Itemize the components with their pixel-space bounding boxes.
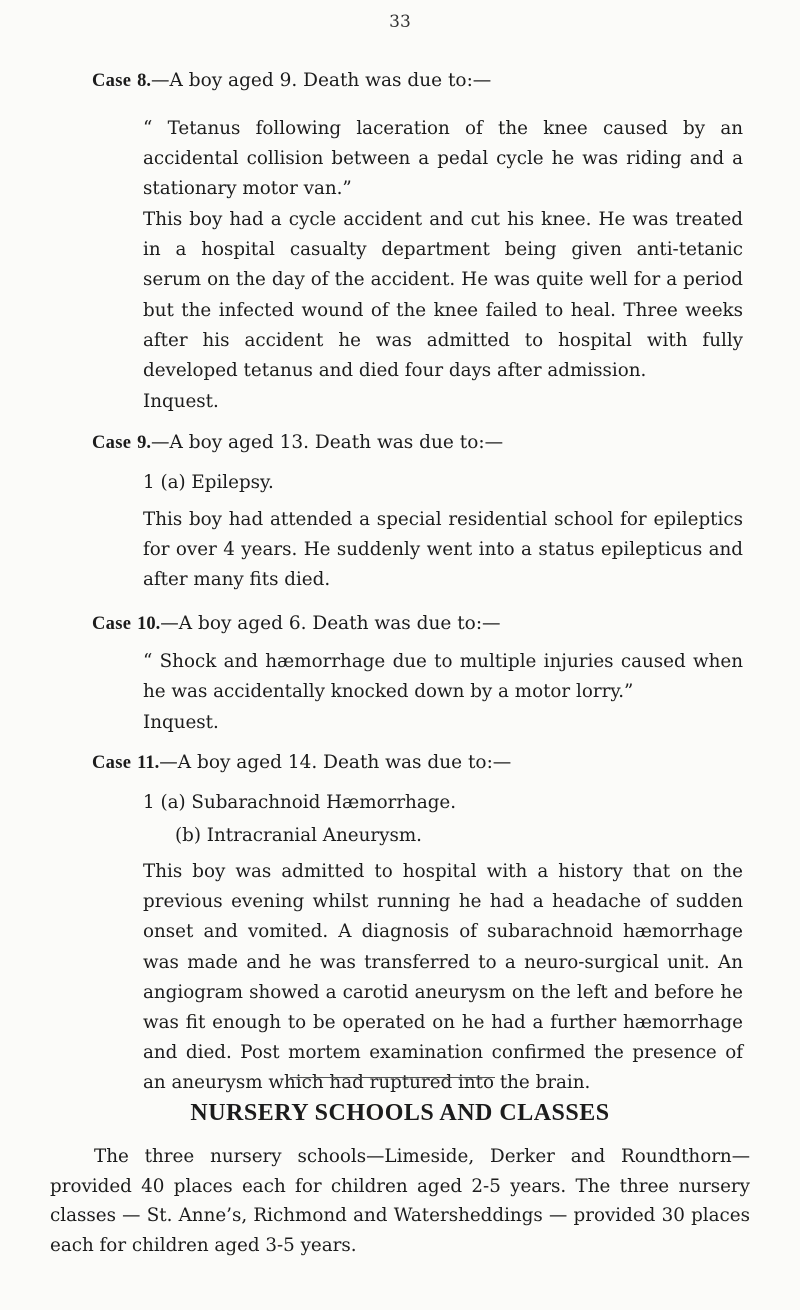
- case-9-cause-a: 1 (a) Epilepsy.: [143, 472, 274, 493]
- case-intro: —A boy aged 13. Death was due to:—: [151, 432, 504, 453]
- case-9-narrative: This boy had attended a special residential school for epileptics for over 4 years. He suddenly went into a status epilepticus and after many fits died.: [143, 509, 743, 591]
- case-label: Case: [92, 71, 132, 91]
- case-11-heading: [92, 752, 511, 774]
- case-8-cause: “ Tetanus following laceration of the knee caused by an accidental collision between a pedal cycle he was riding and a stationary motor van.”: [143, 118, 743, 200]
- case-8-outcome: Inquest.: [143, 391, 219, 412]
- case-intro: —A boy aged 14. Death was due to:—: [159, 752, 512, 773]
- case-number: 10.: [137, 614, 161, 634]
- case-label: Case: [92, 614, 132, 634]
- case-label: Case: [92, 753, 132, 773]
- case-8-heading: [92, 70, 491, 92]
- case-label: Case: [92, 433, 132, 453]
- case-11-cause-a: 1 (a) Subarachnoid Hæmorrhage.: [143, 792, 457, 813]
- case-8-narrative: This boy had a cycle accident and cut his knee. He was treated in a hospital casualty department being given anti-tetanic serum on the day of the accident. He was quite well for a period but the infected wound of the knee failed to heal. Three weeks after his accident he was admitted to hospital with fully developed tetanus and died four days after admission.: [143, 209, 743, 382]
- section-title: NURSERY SCHOOLS AND CLASSES: [190, 1100, 610, 1126]
- case-number: 8.: [137, 71, 151, 91]
- case-intro: —A boy aged 6. Death was due to:—: [160, 613, 501, 634]
- case-11-cause-b: (b) Intracranial Aneurysm.: [175, 825, 422, 846]
- case-number: 11.: [137, 753, 160, 773]
- section-divider: [290, 1077, 495, 1078]
- case-11-narrative: This boy was admitted to hospital with a history that on the previous evening whilst running he had a headache of sudden onset and vomited. A diagnosis of subarachnoid hæmorrhage was made and he was transferred to a neuro-surgical unit. An angiogram showed a carotid aneurysm on the left and before he was fit enough to be operated on he had a further hæmorrhage and died. Post mortem examination confirmed the presence of an aneurysm which had ruptured into the brain.: [143, 861, 743, 1094]
- case-10-heading: [92, 613, 501, 635]
- case-intro: —A boy aged 9. Death was due to:—: [151, 70, 492, 91]
- case-10-outcome: Inquest.: [143, 712, 219, 733]
- case-number: 9.: [137, 433, 151, 453]
- case-10-cause: “ Shock and hæmorrhage due to multiple injuries caused when he was accidentally knocked down by a motor lorry.”: [143, 651, 743, 703]
- case-9-heading: [92, 432, 503, 454]
- section-body: The three nursery schools—Limeside, Derker and Roundthorn—provided 40 places each for children aged 2-5 years. The three nursery classes — St. Anne’s, Richmond and Watersheddings — provided 30 places each for children aged 3-5 years.: [50, 1146, 750, 1256]
- page-number: 33: [389, 12, 411, 32]
